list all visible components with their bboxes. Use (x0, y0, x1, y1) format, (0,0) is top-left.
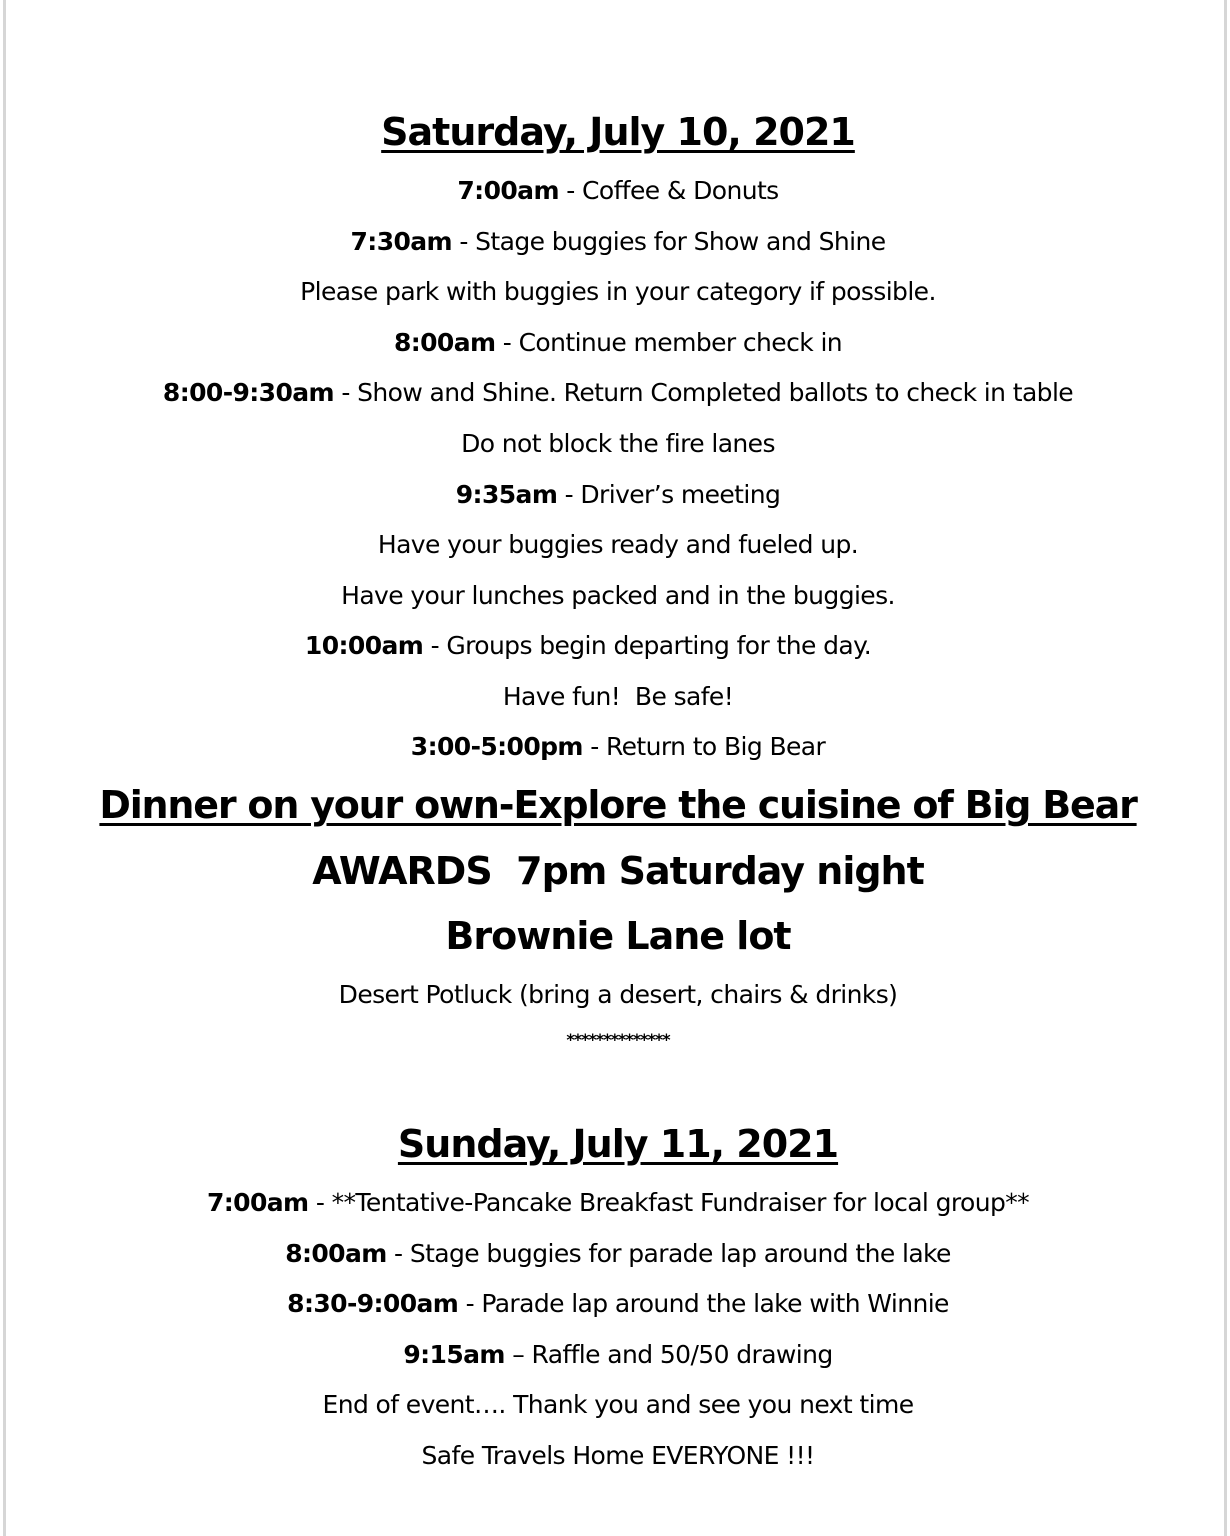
schedule-note (6, 431, 1230, 456)
schedule-time: 7:00am (206, 1188, 309, 1217)
saturday-heading: Saturday, July 10, 2021 (381, 110, 855, 154)
schedule-text: Raffle and 50/50 drawing (531, 1340, 833, 1369)
schedule-text: Driver’s meeting (580, 480, 781, 509)
schedule-separator: – (504, 1340, 532, 1369)
farewell-note (6, 1443, 1230, 1468)
schedule-separator: - (495, 328, 519, 357)
schedule-text: Groups begin departing for the day. (446, 631, 872, 660)
schedule-note (6, 583, 1230, 608)
schedule-separator: - (582, 732, 606, 761)
schedule-time: 9:35am (455, 480, 558, 509)
section-divider: ************** (566, 1030, 670, 1049)
location-heading: Brownie Lane lot (445, 914, 791, 958)
schedule-line (6, 1241, 1230, 1266)
schedule-text: **Tentative-Pancake Breakfast Fundraiser for local group** (331, 1188, 1030, 1217)
schedule-line (6, 1190, 1230, 1215)
schedule-text: Stage buggies for Show and Shine (475, 227, 886, 256)
schedule-time: 8:00-9:30am (162, 378, 334, 407)
schedule-separator: - (333, 378, 358, 407)
schedule-time: 7:00am (457, 176, 559, 205)
schedule-line (0, 633, 1200, 658)
schedule-separator: - (423, 631, 447, 660)
schedule-text: Show and Shine. Return Completed ballots to check in table (357, 378, 1074, 407)
document-page (3, 0, 1227, 1536)
schedule-text: Parade lap around the lake with Winnie (481, 1289, 949, 1318)
schedule-separator: - (558, 176, 583, 205)
schedule-separator: - (308, 1188, 332, 1217)
schedule-time: 9:15am (403, 1340, 505, 1369)
schedule-time: 8:00am (285, 1239, 387, 1268)
schedule-line (6, 734, 1230, 759)
schedule-text: Stage buggies for parade lap around the lake (409, 1239, 951, 1268)
schedule-text: Continue member check in (518, 328, 843, 357)
schedule-time: 8:00am (393, 328, 496, 357)
schedule-text: End of event…. Thank you and see you next time (322, 1390, 914, 1419)
schedule-line (6, 1291, 1230, 1316)
schedule-separator: - (452, 227, 476, 256)
schedule-text: Have your lunches packed and in the buggies. (341, 581, 895, 610)
schedule-line (6, 380, 1230, 405)
schedule-time: 7:30am (350, 227, 453, 256)
schedule-separator: - (458, 1289, 482, 1318)
schedule-note (6, 684, 1230, 709)
schedule-separator: - (386, 1239, 410, 1268)
schedule-line (6, 229, 1230, 254)
schedule-time: 3:00-5:00pm (410, 732, 583, 761)
schedule-note (6, 532, 1230, 557)
schedule-line (6, 178, 1230, 203)
schedule-text: Do not block the fire lanes (461, 429, 775, 458)
schedule-text: Safe Travels Home EVERYONE !!! (421, 1441, 815, 1470)
schedule-note (6, 279, 1230, 304)
potluck-note: Desert Potluck (bring a desert, chairs & drinks) (338, 980, 898, 1009)
schedule-time: 8:30-9:00am (287, 1289, 459, 1318)
closing-note (6, 1392, 1230, 1417)
schedule-line (6, 482, 1230, 507)
schedule-text: Coffee & Donuts (582, 176, 779, 205)
schedule-line (6, 330, 1230, 355)
schedule-text: Have your buggies ready and fueled up. (377, 530, 859, 559)
schedule-separator: - (557, 480, 581, 509)
schedule-time: 10:00am (304, 631, 424, 660)
awards-heading: AWARDS 7pm Saturday night (312, 849, 924, 893)
schedule-line (6, 1342, 1230, 1367)
sunday-heading: Sunday, July 11, 2021 (397, 1122, 839, 1166)
schedule-text: Please park with buggies in your category if possible. (300, 277, 936, 306)
schedule-text: Return to Big Bear (606, 732, 826, 761)
schedule-text: Have fun! Be safe! (502, 682, 734, 711)
dinner-heading: Dinner on your own-Explore the cuisine of Big Bear (99, 783, 1137, 827)
